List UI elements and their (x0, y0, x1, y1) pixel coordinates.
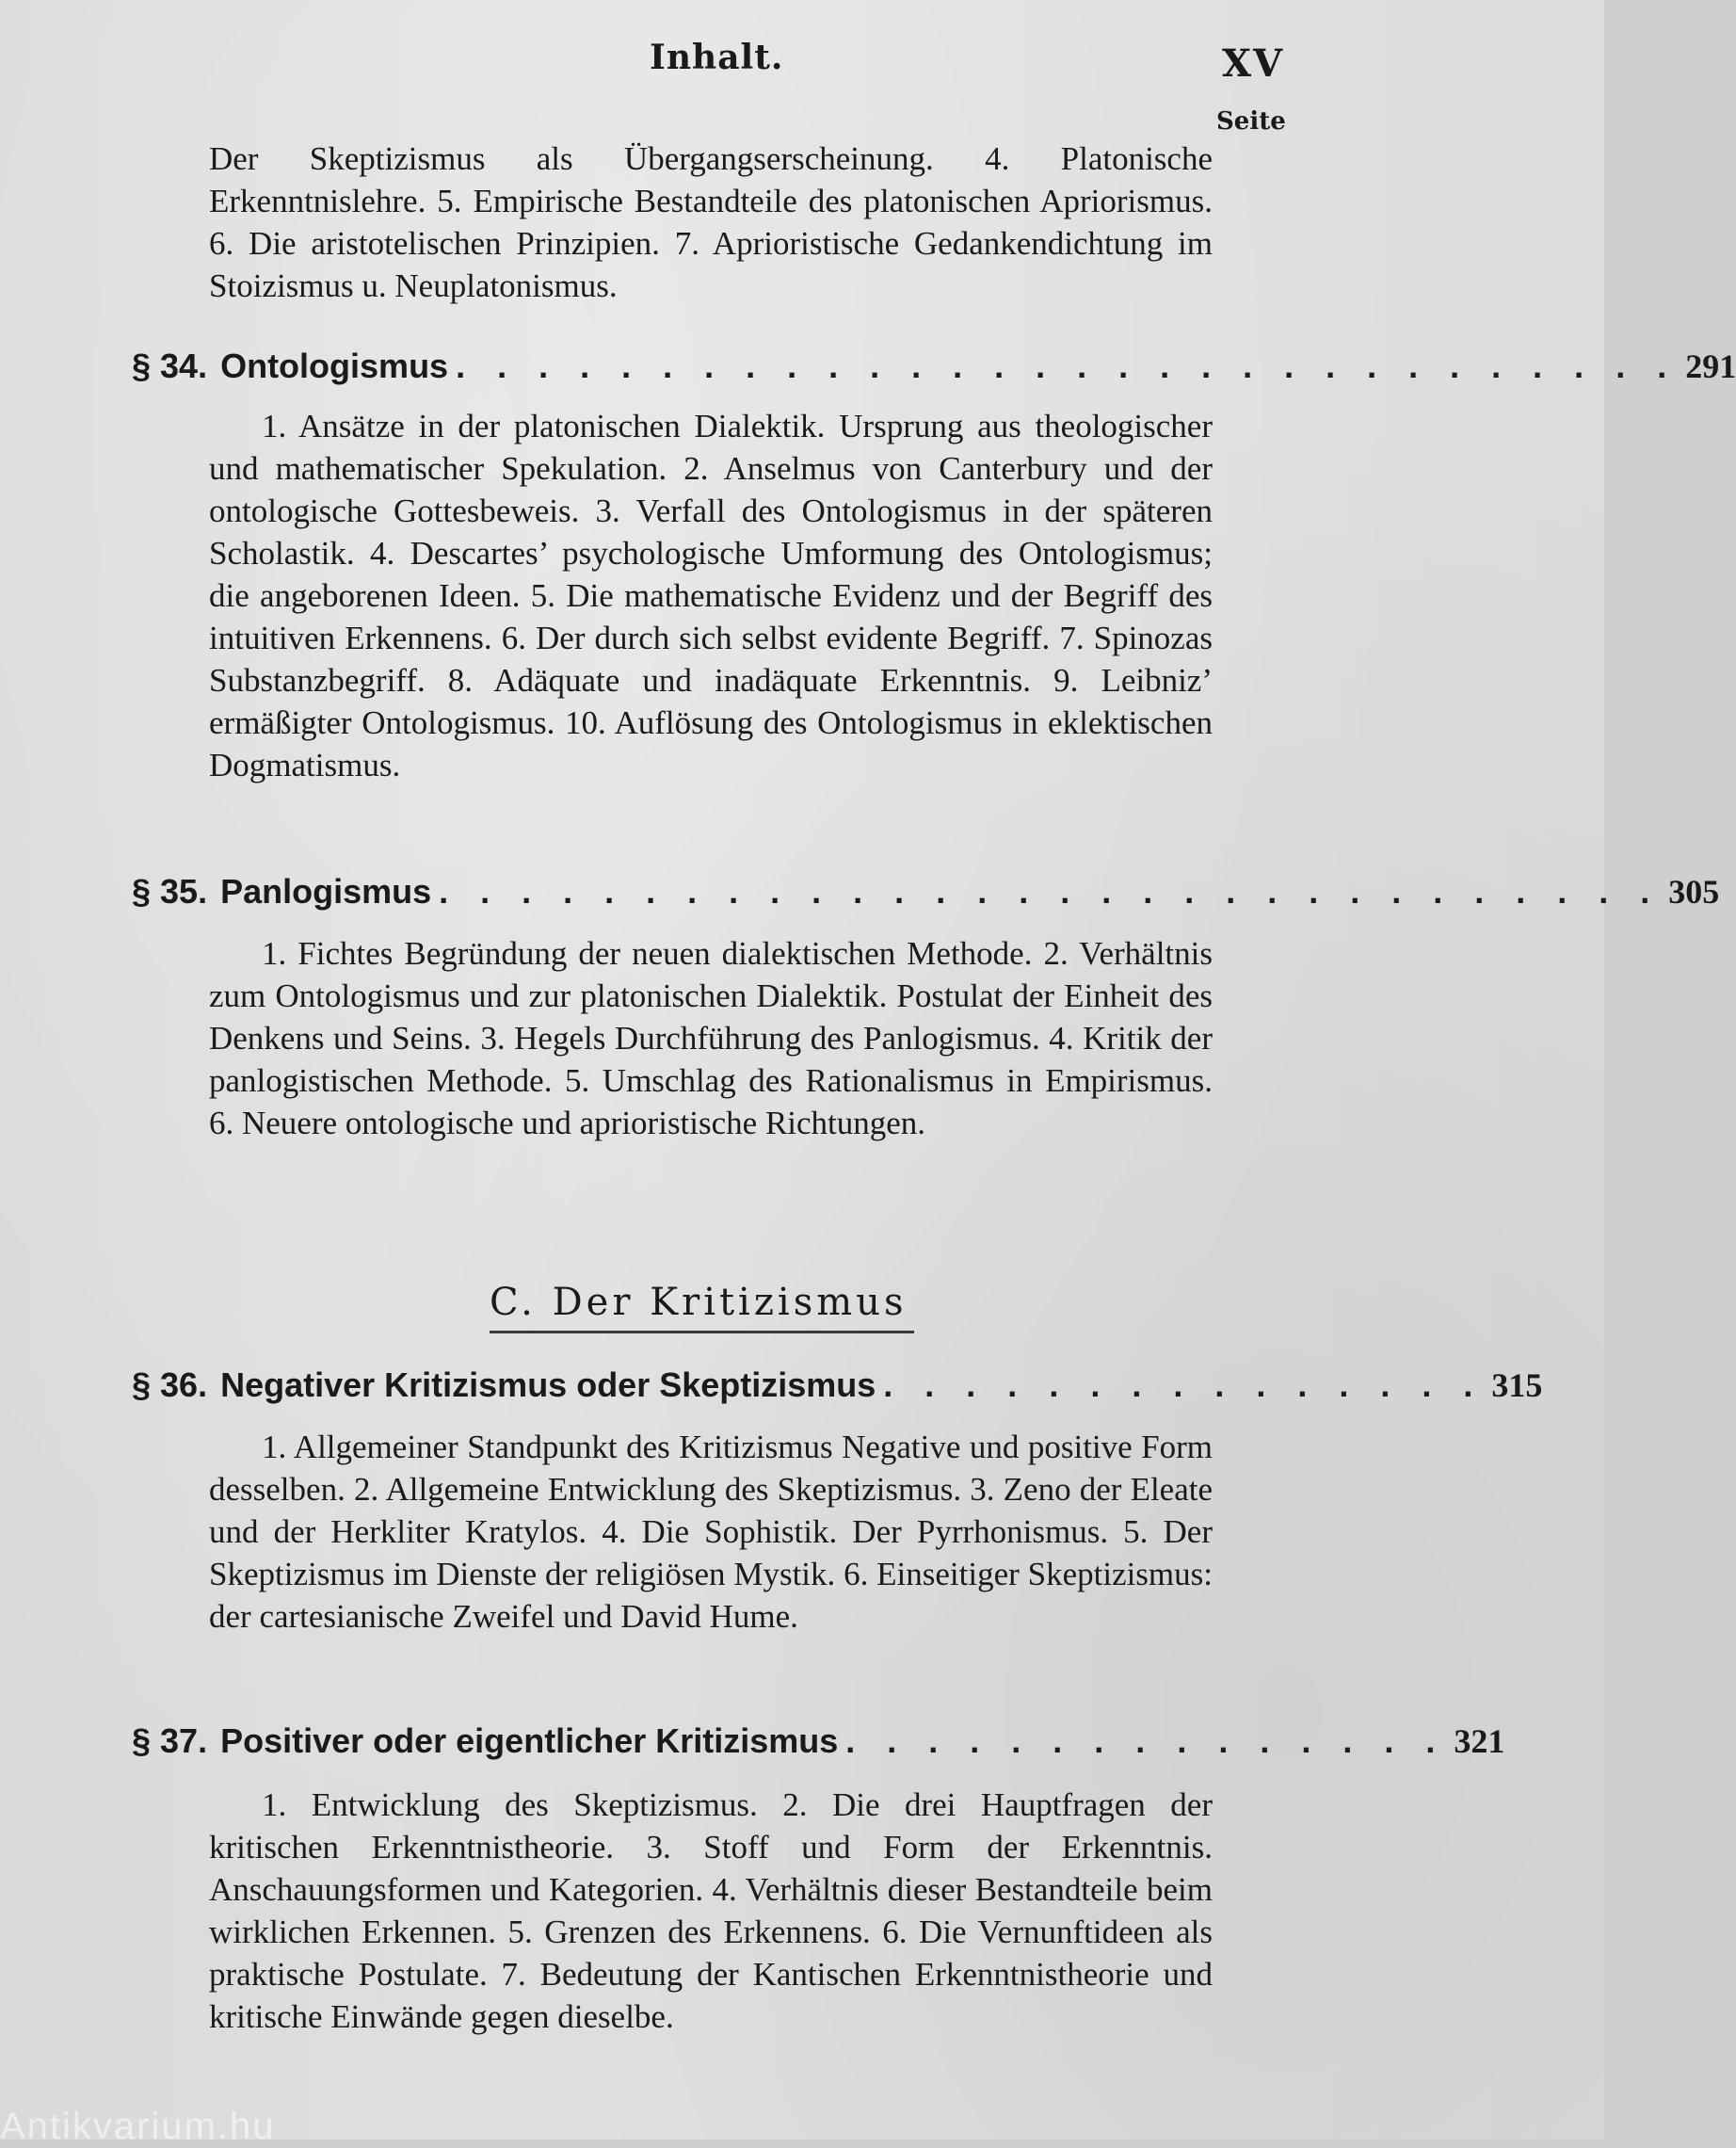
section-page: 305 (1668, 873, 1720, 911)
section-page: 321 (1454, 1722, 1505, 1760)
leader-dots: . . . . . . . . . . . . . . . . . . . . . . . . . . . . . . (439, 872, 1662, 911)
section-number: § 34. (132, 347, 208, 385)
section-page: 315 (1491, 1366, 1543, 1404)
section-summary-34: 1. Ansätze in der platonischen Dialektik. Ursprung aus theologischer und mathematischer Spekulation. 2. Anselmus von Canterbury und der ontologische Gottesbeweis. 3. Verfall des Ontologismus in der späteren Scholastik. 4. Descartes’ psychologische Umformung des Ontologismus; die angeborenen Ideen. 5. Die mathematische Evidenz und der Begriff des intuitiven Erkennens. 6. Der durch sich selbst evidente Begriff. 7. Spinozas Substanzbegriff. 8. Adäquate und inadäquate Erkenntnis. 9. Leibniz’ ermäßigter Ontologismus. 10. Auflösung des Ontologismus in eklektischen Dogmatismus. (209, 408, 1213, 783)
toc-entry-36 (132, 1365, 1543, 1411)
running-title: Inhalt. (650, 38, 784, 77)
section-c-heading-text: C. Der Kritizismus (490, 1281, 908, 1324)
section-title: Positiver oder eigentlicher Kritizismus (220, 1721, 839, 1760)
section-c-heading (490, 1281, 907, 1324)
leader-dots: . . . . . . . . . . . . . . . (845, 1721, 1447, 1760)
section-number: § 37. (132, 1721, 208, 1760)
section-summary-36: 1. Allgemeiner Standpunkt des Kritizismus Negative und positive Form desselben. 2. Allgemeine Entwicklung des Skeptizismus. 3. Zeno der Eleate und der Herkliter Kratylos. 4. Die Sophistik. Der Pyrrhonismus. 5. Der Skeptizismus im Dienste der religiösen Mystik. 6. Einseitiger Skeptizismus: der cartesianische Zweifel und David Hume. (209, 1429, 1213, 1635)
section-summary-37: 1. Entwicklung des Skeptizismus. 2. Die drei Hauptfragen der kritischen Erkenntnistheorie. 3. Stoff und Form der Erkenntnis. Anschauungsformen und Kategorien. 4. Verhältnis dieser Bestandteile beim wirklichen Erkennen. 5. Grenzen des Erkennens. 6. Die Vernunftideen als praktische Postulate. 7. Bedeutung der Kantischen Erkenntnistheorie und kritische Einwände gegen dieselbe. (209, 1786, 1213, 2035)
page-number: XV (1222, 41, 1285, 86)
section-page: 291 (1685, 347, 1736, 385)
section-title: Panlogismus (220, 872, 432, 911)
intro-paragraph: Der Skeptizismus als Übergangserscheinung. 4. Platonische Erkenntnislehre. 5. Empirische Bestandteile des platonischen Apriorismus. 6. Die aristotelischen Prinzipien. 7. Aprioristische Gedankendichtung im Stoizismus u. Neuplatonismus. (209, 140, 1213, 304)
watermark: Antikvarium.hu (0, 2106, 276, 2147)
seite-label: Seite (1216, 107, 1286, 136)
leader-dots: . . . . . . . . . . . . . . . (883, 1365, 1485, 1404)
toc-entry-34 (132, 347, 1736, 392)
section-number: § 36. (132, 1365, 208, 1404)
toc-entry-37 (132, 1721, 1505, 1767)
section-summary-35: 1. Fichtes Begründung der neuen dialektischen Methode. 2. Verhältnis zum Ontologismus und zur platonischen Dialektik. Postulat der Einheit des Denkens und Seins. 3. Hegels Durchführung des Panlogismus. 4. Kritik der panlogistischen Methode. 5. Umschlag des Rationalismus in Empirismus. 6. Neuere ontologische und aprioristische Richtungen. (209, 935, 1213, 1141)
heading-underline (490, 1331, 914, 1333)
leader-dots: . . . . . . . . . . . . . . . . . . . . . . . . . . . . . . (456, 347, 1679, 385)
toc-entry-35 (132, 872, 1720, 917)
section-title: Ontologismus (220, 347, 449, 385)
section-number: § 35. (132, 872, 208, 911)
section-title: Negativer Kritizismus oder Skeptizismus (220, 1365, 876, 1404)
